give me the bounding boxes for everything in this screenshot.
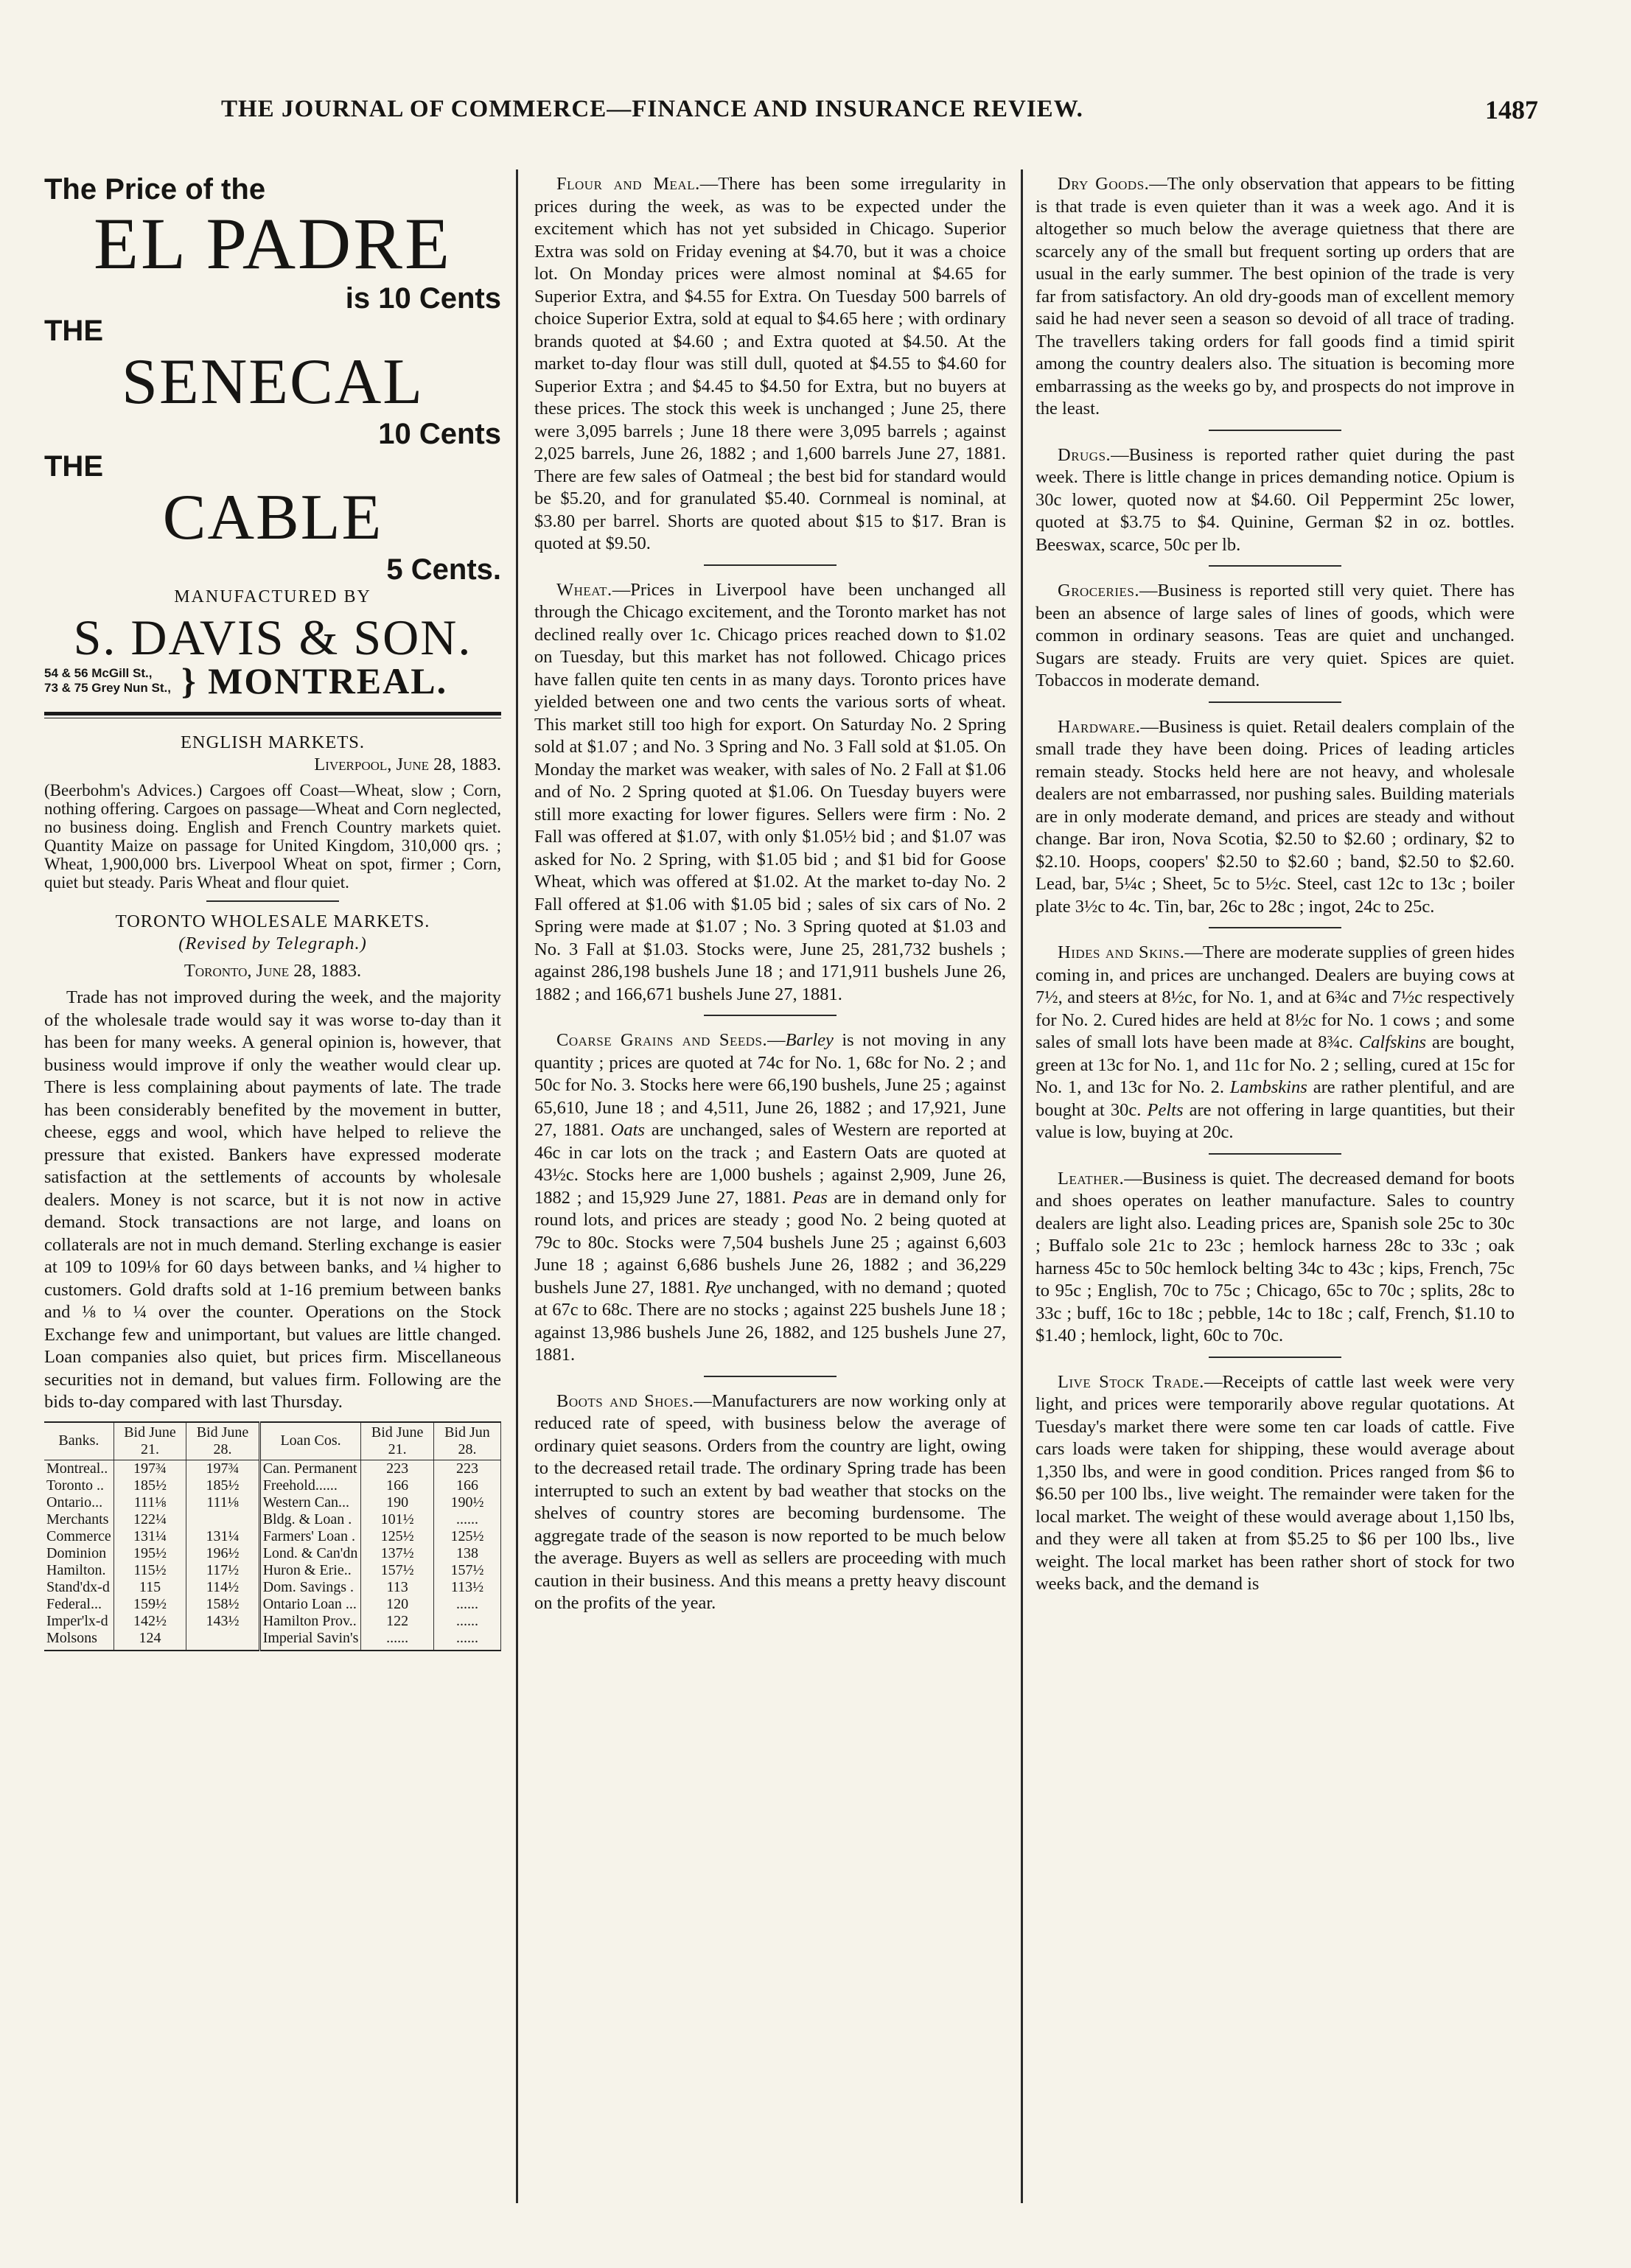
table-row bbox=[44, 1579, 501, 1596]
table-cell-b21: 185½ bbox=[113, 1477, 186, 1494]
drugs-heading: Drugs. bbox=[1058, 444, 1111, 465]
table-cell-loan: Lond. & Can'dn bbox=[259, 1545, 361, 1562]
table-cell-loan: Can. Permanent bbox=[259, 1460, 361, 1477]
hides-body-3: are rather plentiful, and are bought at 30c. bbox=[1035, 1077, 1515, 1120]
table-row bbox=[44, 1460, 501, 1477]
table-cell-b21: 122¼ bbox=[113, 1511, 186, 1528]
table-cell-bank: Hamilton. bbox=[44, 1562, 113, 1579]
table-cell-l21: ...... bbox=[361, 1630, 433, 1651]
hardware-heading: Hardware. bbox=[1058, 716, 1141, 737]
table-cell-loan: Imperial Savin's bbox=[259, 1630, 361, 1651]
ad-brand-cable: CABLE bbox=[162, 482, 383, 553]
bids-table bbox=[44, 1421, 501, 1651]
coarse-grains-section bbox=[534, 1029, 1006, 1367]
col-loan-bid-june-28: Bid Jun 28. bbox=[433, 1422, 500, 1460]
page-number: 1487 bbox=[1485, 95, 1538, 125]
table-cell-b21: 142½ bbox=[113, 1613, 186, 1630]
table-cell-l21: 125½ bbox=[361, 1528, 433, 1545]
table-cell-loan: Farmers' Loan . bbox=[259, 1528, 361, 1545]
table-cell-b28: 111⅛ bbox=[186, 1494, 259, 1511]
flour-meal-heading: Flour and Meal. bbox=[556, 174, 700, 194]
table-cell-b28 bbox=[186, 1630, 259, 1651]
column-2 bbox=[534, 173, 1006, 1620]
section-divider bbox=[206, 900, 339, 902]
section-divider bbox=[704, 1376, 837, 1377]
table-row bbox=[44, 1630, 501, 1651]
wheat-heading: Wheat. bbox=[556, 579, 612, 600]
coarse-dash: — bbox=[767, 1030, 786, 1050]
hides-skins-heading: Hides and Skins. bbox=[1058, 942, 1185, 962]
table-cell-l21: 113 bbox=[361, 1579, 433, 1596]
groceries-section bbox=[1035, 580, 1515, 693]
dry-goods-body: —The only observation that appears to be fitting is that trade is even quieter than it was a week ago. And it is altogether so much below the average quietness that there are scarcely any of the small but frequent sorting up orders that are usual in the early summer. The best opinion of the trade is very far from satisfactory. An old dry-goods man of excellent memory said he had never seen a season so devoid of all trace of trading. The travellers taking orders for fall goods find a timid spirit among the country dealers also. The situation is becoming more embarrassing as the weeks go by, and prospects do not improve in the least. bbox=[1035, 174, 1515, 419]
coarse-body-3: are in demand only for round lots, and prices are steady ; good No. 2 being quoted at 79c to 80c. Stocks were 7,504 bushels June 25 ; against 6,603 June 18 ; against 6,686 bushels June 26, 1882 ; and 36,229 bushels June 27, 1881. bbox=[534, 1187, 1006, 1298]
table-cell-b28: 197¾ bbox=[186, 1460, 259, 1477]
groceries-body: —Business is reported still very quiet. There has been an absence of large sales of lines of goods, which were common in ordinary seasons. Teas are quiet and unchanged. Sugars are steady. Fruits are very quiet. Spices are quiet. Tobaccos in moderate demand. bbox=[1035, 581, 1515, 690]
col-bid-june-21: Bid June 21. bbox=[113, 1422, 186, 1460]
ad-price-1: is 10 Cents bbox=[345, 282, 501, 315]
table-row bbox=[44, 1494, 501, 1511]
hardware-section bbox=[1035, 716, 1515, 919]
bids-table-body bbox=[44, 1460, 501, 1651]
boots-shoes-heading: Boots and Shoes. bbox=[556, 1390, 694, 1411]
ad-brand-senecal: SENECAL bbox=[122, 346, 424, 418]
coarse-grains-heading: Coarse Grains and Seeds. bbox=[556, 1030, 768, 1050]
running-head: THE JOURNAL OF COMMERCE—FINANCE AND INSURANCE REVIEW. bbox=[221, 96, 1083, 122]
column-rule-2 bbox=[1021, 169, 1023, 2203]
table-cell-l28: ...... bbox=[433, 1511, 500, 1528]
table-cell-l28: 157½ bbox=[433, 1562, 500, 1579]
ad-address-line-1: 54 & 56 McGill St., bbox=[44, 665, 153, 680]
oats-term: Oats bbox=[610, 1120, 645, 1140]
column-rule-1 bbox=[516, 169, 518, 2203]
table-row bbox=[44, 1511, 501, 1528]
table-cell-l28: 190½ bbox=[433, 1494, 500, 1511]
toronto-markets-body: Trade has not improved during the week, and the majority of the wholesale trade would say it was worse to-day than it has been for many weeks. A general opinion is, however, that business would improve if only the weather would clear up. There is less complaining about payments of late. The trade has been considerably benefited by the movement in butter, cheese, eggs and wool, which have helped to relieve the pressure that existed. Bankers have expressed moderate satisfaction at the settlements of accounts by wholesale dealers. Money is not scarce, but it is not now in active demand. Stock transactions are not large, and loans on collaterals are not in much demand. Sterling exchange is easier at 109 to 109⅛ for 60 days between banks, and ¼ higher to customers. Gold drafts sold at 1-16 premium between banks and ⅛ to ¼ over the counter. Operations on the Stock Exchange few and unimportant, but values are little changed. Loan companies also quiet, but prices firm. Miscellaneous securities not in demand, but values firm. Following are the bids to-day compared with last Thursday. bbox=[44, 987, 501, 1412]
table-cell-b28: 131¼ bbox=[186, 1528, 259, 1545]
table-cell-b21: 115½ bbox=[113, 1562, 186, 1579]
ad-address-line-2: 73 & 75 Grey Nun St., bbox=[44, 680, 171, 695]
ad-price-2: 10 Cents bbox=[378, 418, 501, 450]
live-stock-heading: Live Stock Trade. bbox=[1058, 1371, 1204, 1392]
table-row bbox=[44, 1545, 501, 1562]
table-cell-bank: Stand'dx-d bbox=[44, 1579, 113, 1596]
toronto-markets-dateline: Toronto, June 28, 1883. bbox=[184, 960, 362, 981]
coarse-body-4: unchanged, with no demand ; quoted at 67c to 68c. There are no stocks ; against 225 bushels June 18 ; against 13,986 bushels June 26, 1882, and 125 bushels June 27, 1881. bbox=[534, 1277, 1006, 1365]
table-cell-bank: Dominion bbox=[44, 1545, 113, 1562]
table-cell-l28: ...... bbox=[433, 1596, 500, 1613]
table-cell-b28: 185½ bbox=[186, 1477, 259, 1494]
lambskins-term: Lambskins bbox=[1229, 1077, 1307, 1097]
table-cell-l21: 137½ bbox=[361, 1545, 433, 1562]
ad-the-3: THE bbox=[44, 450, 103, 483]
ad-address bbox=[44, 659, 501, 701]
wheat-body: —Prices in Liverpool have been unchanged all through the Chicago excitement, and the Toronto market has not declined really over 1c. Chicago prices reached down to $1.02 on Tuesday, but this market has not followed. Chicago prices have fallen quite ten cents in as many days. Toronto prices have yielded between one and two cents the various sorts of wheat. This market still too high for export. On Saturday No. 2 Spring sold at $1.07 ; and No. 3 Spring and No. 3 Fall sold at $1.05. On Monday the market was weaker, with sales of No. 2 Fall at $1.06 and of No. 2 Spring quoted at $1.06. On Tuesday buyers were still more exacting for lower figures. Sellers were firm : No. 2 Fall was offered at $1.07, with only $1.05½ bid ; and $1.07 was asked for No. 2 Spring, with $1.05 bid ; and $1 bid for Goose Wheat, which was offered at $1.02. At the market to-day No. 2 Fall offered at $1.06 with $1.05 bid ; sales of six cars of No. 2 Spring were made at $1.07 ; No. 3 Spring quoted at $1.03 and No. 3 Fall at $1.03. Stocks were, June 25, 281,732 bushels ; against 286,198 bushels June 18 ; and 171,911 bushels June 26, 1882 ; and 166,671 bushels June 27, 1881. bbox=[534, 579, 1006, 1004]
coarse-body-1: is not moving in any quantity ; prices are quoted at 74c for No. 1, 68c for No. 2 ; and 50c for No. 3. Stocks here were 66,190 bushels, June 25 ; against 65,610, June 18 ; and 4,511, June 26, 1882 ; and 17,921, June 27, 1881. bbox=[534, 1030, 1006, 1140]
table-row bbox=[44, 1477, 501, 1494]
table-cell-l28: 138 bbox=[433, 1545, 500, 1562]
table-cell-loan: Freehold...... bbox=[259, 1477, 361, 1494]
table-cell-b21: 159½ bbox=[113, 1596, 186, 1613]
table-cell-bank: Molsons bbox=[44, 1630, 113, 1651]
leather-heading: Leather. bbox=[1058, 1168, 1125, 1189]
table-cell-b28 bbox=[186, 1511, 259, 1528]
col-banks: Banks. bbox=[44, 1422, 113, 1460]
leather-body: —Business is quiet. The decreased demand for boots and shoes operates on leather manufacture. Sales to country dealers are light also. Leading prices are, Spanish sole 25c to 30c ; Buffalo sole 21c to 23c ; hemlock harness 28c to 33c ; oak harness 45c to 50c hemlock belting 34c to 43c ; kips, French, 75c to 95c ; English, 70c to 75c ; Chicago, 65c to 70c ; splits, 28c to 33c ; buff, 16c to 18c ; pebble, 14c to 18c ; calf, French, $1.10 to $1.40 ; hemlock, light, 60c to 70c. bbox=[1035, 1168, 1515, 1345]
ad-intro: The Price of the bbox=[44, 173, 266, 206]
table-cell-loan: Hamilton Prov.. bbox=[259, 1613, 361, 1630]
table-cell-loan: Bldg. & Loan . bbox=[259, 1511, 361, 1528]
table-cell-bank: Commerce bbox=[44, 1528, 113, 1545]
table-cell-b21: 197¾ bbox=[113, 1460, 186, 1477]
section-divider bbox=[1209, 701, 1341, 703]
table-cell-b21: 111⅛ bbox=[113, 1494, 186, 1511]
table-cell-bank: Merchants bbox=[44, 1511, 113, 1528]
toronto-markets-title: TORONTO WHOLESALE MARKETS. bbox=[115, 911, 430, 931]
live-stock-section bbox=[1035, 1371, 1515, 1596]
wheat-section bbox=[534, 579, 1006, 1007]
bids-table-header bbox=[44, 1422, 501, 1460]
table-cell-b21: 195½ bbox=[113, 1545, 186, 1562]
flour-meal-section bbox=[534, 173, 1006, 556]
table-cell-l28: ...... bbox=[433, 1630, 500, 1651]
dry-goods-section bbox=[1035, 173, 1515, 421]
column-1 bbox=[44, 173, 501, 1651]
table-cell-bank: Ontario... bbox=[44, 1494, 113, 1511]
table-cell-loan: Huron & Erie.. bbox=[259, 1562, 361, 1579]
table-cell-l21: 157½ bbox=[361, 1562, 433, 1579]
table-row bbox=[44, 1596, 501, 1613]
section-divider bbox=[1209, 1153, 1341, 1155]
hides-skins-section bbox=[1035, 942, 1515, 1144]
hides-body-2: are bought, green at 13c for No. 1, and 11c for No. 2 ; selling, cured at 15c for No. 1, and 13c for No. 2. bbox=[1035, 1032, 1515, 1097]
table-cell-b28: 114½ bbox=[186, 1579, 259, 1596]
ad-the-2: THE bbox=[44, 315, 103, 347]
table-cell-l21: 223 bbox=[361, 1460, 433, 1477]
ad-maker: S. DAVIS & SON. bbox=[73, 609, 472, 665]
table-cell-l21: 120 bbox=[361, 1596, 433, 1613]
ad-brand-el-padre: EL PADRE bbox=[93, 203, 453, 284]
section-divider bbox=[1209, 430, 1341, 431]
hides-body-4: are not offering in large quantities, but their value is low, buying at 20c. bbox=[1035, 1099, 1515, 1142]
english-markets-dateline: Liverpool, June 28, 1883. bbox=[314, 755, 501, 774]
table-cell-l28: 223 bbox=[433, 1460, 500, 1477]
table-cell-l28: 166 bbox=[433, 1477, 500, 1494]
table-cell-l28: 125½ bbox=[433, 1528, 500, 1545]
table-row bbox=[44, 1613, 501, 1630]
english-markets-body: (Beerbohm's Advices.) Cargoes off Coast—Wheat, slow ; Corn, nothing offering. Cargoes on passage—Wheat and Corn neglected, no business doing. English and French Country markets quiet. Quantity Maize on passage for United Kingdom, 310,000 qrs. ; Wheat, 1,900,000 brs. Liverpool Wheat on spot, firmer ; Corn, quiet but steady. Paris Wheat and flour quiet. bbox=[44, 780, 501, 892]
calfskins-term: Calfskins bbox=[1358, 1032, 1427, 1052]
table-cell-l28: 113½ bbox=[433, 1579, 500, 1596]
hardware-body: —Business is quiet. Retail dealers complain of the small trade they have been doing. Prices of leading articles remain steady. Stocks held here are not heavy, and wholesale dealers are not embarrassed, nor pushing sales. Building materials are in only moderate demand, and prices are steady and without change. Bar iron, Nova Scotia, $2.50 to $2.60 ; ordinary, $2 to $2.10. Hoops, coopers' $2.50 to $2.60 ; band, $2.50 to $2.60. Lead, bar, 5¼c ; Sheet, 5c to 5½c. Steel, cast 12c to 13c ; boiler plate 3½c to 4c. Tin, bar, 26c to 28c ; ingot, 24c to 25c. bbox=[1035, 716, 1515, 917]
flour-meal-body: —There has been some irregularity in prices during the week, as was to be expected under the excitement which has not yet subsided in Chicago. Superior Extra was sold on Friday evening at $4.70, but it was a choice lot. On Monday prices were almost nominal at $4.65 for Superior Extra, and $4.55 for Extra. On Tuesday 500 barrels of choice Superior Extra, sold at equal to $4.65 here ; with ordinary brands quoted at $4.60 ; and Extra quoted at $4.50. At the market to-day flour was still dull, quoted at $4.55 to $4.60 for Superior Extra ; and $4.45 to $4.50 for Extra, but no buyers at these prices. The stock this week is unchanged ; June 25, there were 3,095 barrels ; June 18 there were 3,095 barrels ; against 2,025 barrels, June 26, 1882 ; and 1,600 barrels June 27, 1881. There are few sales of Oatmeal ; the best bid for standard would be $5.20, and for granulated $5.40. Cornmeal is nominal, at $3.80 per barrel. Shorts are quoted about $15 to $17. Bran is quoted at $9.50. bbox=[534, 174, 1006, 553]
section-divider bbox=[704, 564, 837, 566]
drugs-section bbox=[1035, 444, 1515, 557]
table-cell-l21: 166 bbox=[361, 1477, 433, 1494]
section-divider bbox=[1209, 927, 1341, 928]
rye-term: Rye bbox=[705, 1277, 732, 1298]
double-rule bbox=[44, 712, 501, 718]
table-cell-b28: 196½ bbox=[186, 1545, 259, 1562]
section-divider bbox=[1209, 565, 1341, 567]
table-cell-loan: Dom. Savings . bbox=[259, 1579, 361, 1596]
ad-manufactured-by: MANUFACTURED BY bbox=[174, 587, 371, 606]
hides-body-1: —There are moderate supplies of green hides coming in, and prices are unchanged. Dealers are buying cows at 7½, and steers at 8½c, for No. 1, and at 6¾c and 7½c respectively for No. 2. Cured hides are held at 8½c for No. 1 cows ; and some sales of small lots have been made at 8¾c. bbox=[1035, 942, 1515, 1052]
table-cell-b21: 115 bbox=[113, 1579, 186, 1596]
ad-city: } MONTREAL. bbox=[181, 659, 448, 701]
barley-term: Barley bbox=[785, 1030, 834, 1050]
table-cell-b21: 124 bbox=[113, 1630, 186, 1651]
col-bid-june-28: Bid June 28. bbox=[186, 1422, 259, 1460]
dry-goods-heading: Dry Goods. bbox=[1058, 174, 1150, 194]
boots-shoes-body: —Manufacturers are now working only at reduced rate of speed, with business below the average of ordinary quiet seasons. Orders from the country are light, owing to the decreased retail trade. The ordinary Spring trade has been interrupted to such an extent by bad weather that stocks on the shelves of country stores are becoming burdensome. The aggregate trade of the season is now reported to be much below the average. Buyers as well as sellers are proceeding with much caution in their business. And this means a pretty heavy discount on the profits of the year. bbox=[534, 1390, 1006, 1613]
toronto-markets-subtitle: (Revised by Telegraph.) bbox=[178, 934, 367, 953]
col-loan-cos: Loan Cos. bbox=[259, 1422, 361, 1460]
table-cell-loan: Western Can... bbox=[259, 1494, 361, 1511]
table-cell-l21: 190 bbox=[361, 1494, 433, 1511]
table-cell-bank: Imper'lx-d bbox=[44, 1613, 113, 1630]
cigar-advertisement bbox=[44, 173, 501, 701]
column-3 bbox=[1035, 173, 1515, 1600]
groceries-heading: Groceries. bbox=[1058, 581, 1139, 601]
table-cell-bank: Montreal.. bbox=[44, 1460, 113, 1477]
table-cell-b21: 131¼ bbox=[113, 1528, 186, 1545]
english-markets-title: ENGLISH MARKETS. bbox=[180, 732, 366, 752]
table-cell-l21: 122 bbox=[361, 1613, 433, 1630]
pelts-term: Pelts bbox=[1147, 1099, 1184, 1120]
table-cell-b28: 117½ bbox=[186, 1562, 259, 1579]
drugs-body: —Business is reported rather quiet during the past week. There is little change in prices demanding notice. Opium is 30c lower, quoted now at $4.60. Oil Peppermint 25c lower, quoted at $3.75 to $4. Quinine, German $2 in oz. bottles. Beeswax, scarce, 50c per lb. bbox=[1035, 444, 1515, 555]
section-divider bbox=[1209, 1357, 1341, 1358]
boots-shoes-section bbox=[534, 1390, 1006, 1615]
table-cell-loan: Ontario Loan ... bbox=[259, 1596, 361, 1613]
table-cell-b28: 143½ bbox=[186, 1613, 259, 1630]
table-cell-l21: 101½ bbox=[361, 1511, 433, 1528]
table-cell-bank: Federal... bbox=[44, 1596, 113, 1613]
table-cell-l28: ...... bbox=[433, 1613, 500, 1630]
table-cell-b28: 158½ bbox=[186, 1596, 259, 1613]
coarse-body-2: are unchanged, sales of Western are reported at 46c in car lots on the track ; and Eastern Oats are quoted at 43½c. Stocks here are 1,000 bushels ; against 2,909, June 26, 1882 ; and 15,929 June 27, 1881. bbox=[534, 1120, 1007, 1208]
col-loan-bid-june-21: Bid June 21. bbox=[361, 1422, 433, 1460]
leather-section bbox=[1035, 1168, 1515, 1348]
section-divider bbox=[704, 1015, 837, 1016]
table-row bbox=[44, 1562, 501, 1579]
table-row bbox=[44, 1528, 501, 1545]
peas-term: Peas bbox=[792, 1187, 828, 1208]
table-cell-bank: Toronto .. bbox=[44, 1477, 113, 1494]
live-stock-body: —Receipts of cattle last week were very light, and prices were temporarily above regular quotations. At Tuesday's market there were some ten car loads of cattle. Five cars loads were taken for shipping, these would average about 1,350 lbs, and were in good condition. Prices ranged from $6 to $6.50 per 100 lbs., live weight. The remainder were taken for the local market. The weight of these would average about 1,150 lbs, and they were all taken at from $5.25 to $6 per 100 lbs., live weight. The local market has been rather short of stock for two weeks back, and the demand is bbox=[1035, 1371, 1515, 1594]
ad-price-3: 5 Cents. bbox=[386, 553, 501, 586]
